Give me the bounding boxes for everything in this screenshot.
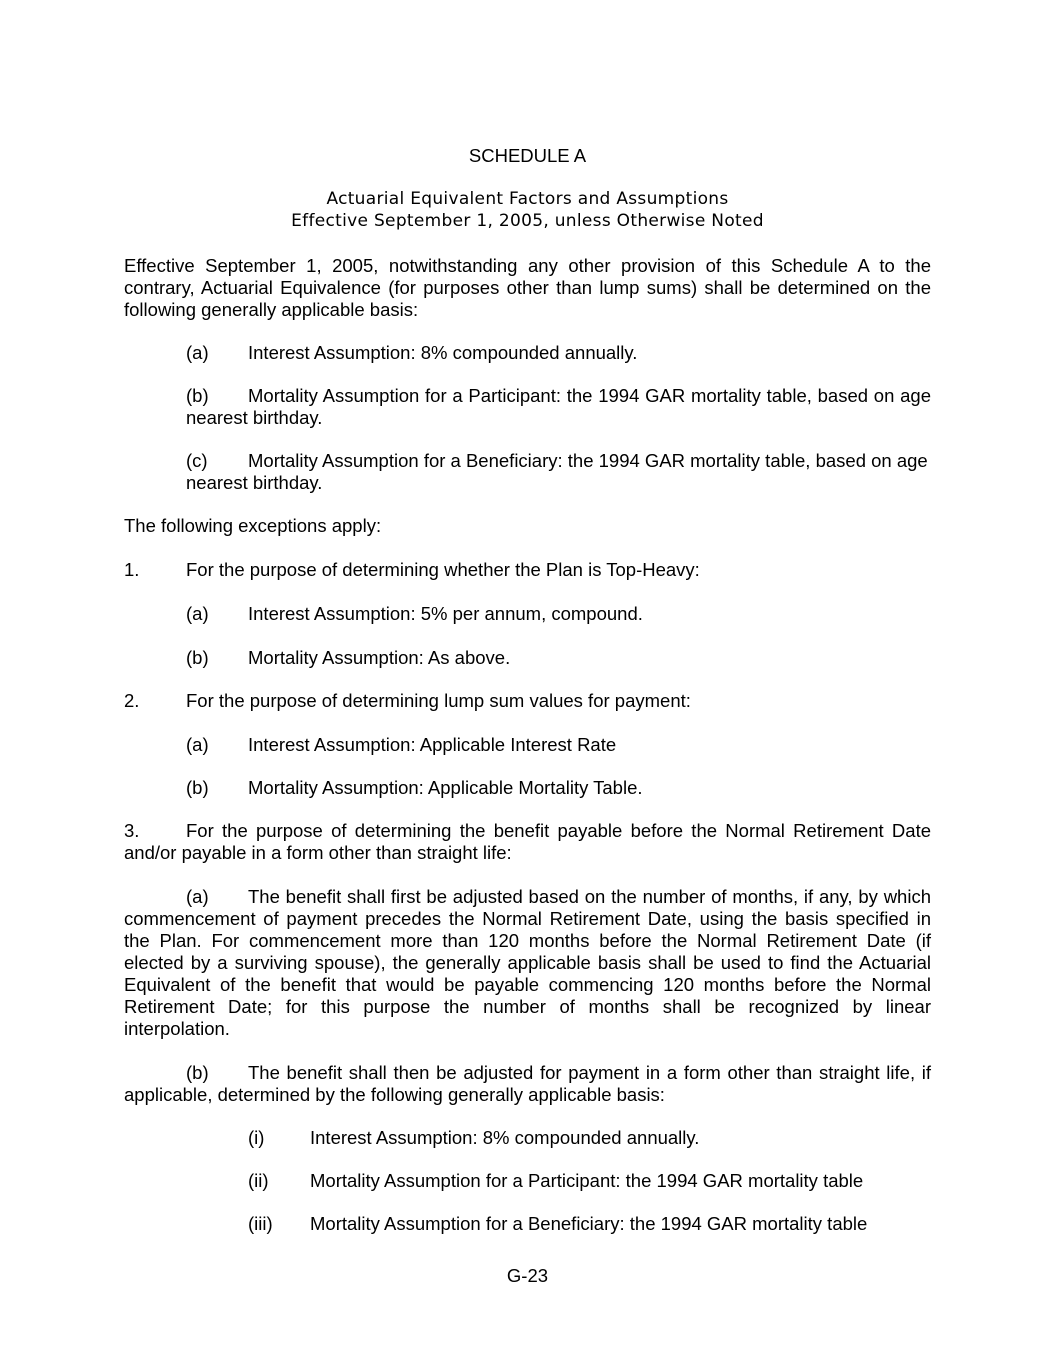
exception-3 [124,820,931,864]
exception-3-item-a [124,886,931,1040]
exception-2 [124,690,931,712]
basis-list [124,342,931,494]
item-label: (iii) [248,1213,273,1234]
item-label: (b) [186,385,209,406]
exception-2-item-b [186,777,931,799]
item-label: (a) [186,886,209,907]
item-text: Interest Assumption: 8% compounded annually. [310,1127,700,1148]
exception-1-item-b [186,647,931,669]
item-text: Mortality Assumption for a Beneficiary: the 1994 GAR mortality table [310,1213,868,1234]
exception-3-item-b [124,1062,931,1106]
subitem-iii [248,1213,931,1235]
subitem-i [248,1127,931,1149]
item-label: (i) [248,1127,265,1148]
exception-1-item-a [186,603,931,625]
exception-1-items [124,603,931,669]
exception-1 [124,559,931,581]
item-label: (b) [186,777,209,798]
item-text: Interest Assumption: 8% compounded annually. [248,342,638,363]
item-text: Mortality Assumption for a Beneficiary: the 1994 GAR mortality table, based on age nearest birthday. [186,450,928,493]
intro-paragraph: Effective September 1, 2005, notwithstanding any other provision of this Schedule A to the contrary, Actuarial Equivalence (for purposes other than lump sums) shall be determined on the following generally applicable basis: [124,255,931,320]
exception-2-items [124,734,931,799]
exception-text: For the purpose of determining the benefit payable before the Normal Retirement Date and/or payable in a form other than straight life: [124,820,931,863]
item-label: (c) [186,450,208,471]
exception-2-item-a [186,734,931,756]
subtitle-line-2: Effective September 1, 2005, unless Otherwise Noted [291,211,764,231]
item-text: The benefit shall first be adjusted based on the number of months, if any, by which commencement of payment precedes the Normal Retirement Date, using the basis specified in the Plan. For commencement more than 120 months before the Normal Retirement Date (if elected by a surviving spouse), the generally applicable basis shall be used to find the Actuarial Equivalent of the benefit that would be payable commencing 120 months before the Normal Retirement Date; for this purpose the number of months shall be recognized by linear interpolation. [124,886,931,1039]
exception-number: 1. [124,559,140,580]
item-label: (b) [186,647,209,668]
document-body [124,145,931,1235]
basis-item-b [186,385,931,429]
subitem-ii [248,1170,931,1192]
exception-text: For the purpose of determining whether the Plan is Top-Heavy: [186,559,700,580]
subtitle-line-1: Actuarial Equivalent Factors and Assumptions [326,189,729,209]
item-text: Mortality Assumption for a Participant: the 1994 GAR mortality table, based on age nearest birthday. [186,385,931,428]
item-label: (ii) [248,1170,269,1191]
item-label: (a) [186,603,209,624]
item-label: (a) [186,734,209,755]
item-label: (a) [186,342,209,363]
item-text: Interest Assumption: Applicable Interest Rate [248,734,617,755]
item-text: The benefit shall then be adjusted for payment in a form other than straight life, if applicable, determined by the following generally applicable basis: [124,1062,931,1105]
subtitle [124,188,931,232]
basis-item-c [186,450,931,494]
exception-number: 3. [124,820,140,841]
item-text: Mortality Assumption for a Participant: the 1994 GAR mortality table [310,1170,864,1191]
exception-text: For the purpose of determining lump sum values for payment: [186,690,691,711]
exceptions-intro: The following exceptions apply: [124,515,382,536]
page-title: SCHEDULE A [468,145,587,166]
item-text: Interest Assumption: 5% per annum, compound. [248,603,643,624]
page-number: G-23 [506,1265,549,1286]
exception-number: 2. [124,690,140,711]
item-label: (b) [186,1062,209,1083]
item-text: Mortality Assumption: As above. [248,647,511,668]
item-text: Mortality Assumption: Applicable Mortality Table. [248,777,643,798]
basis-item-a [186,342,931,364]
exception-3-subitems [124,1127,931,1235]
